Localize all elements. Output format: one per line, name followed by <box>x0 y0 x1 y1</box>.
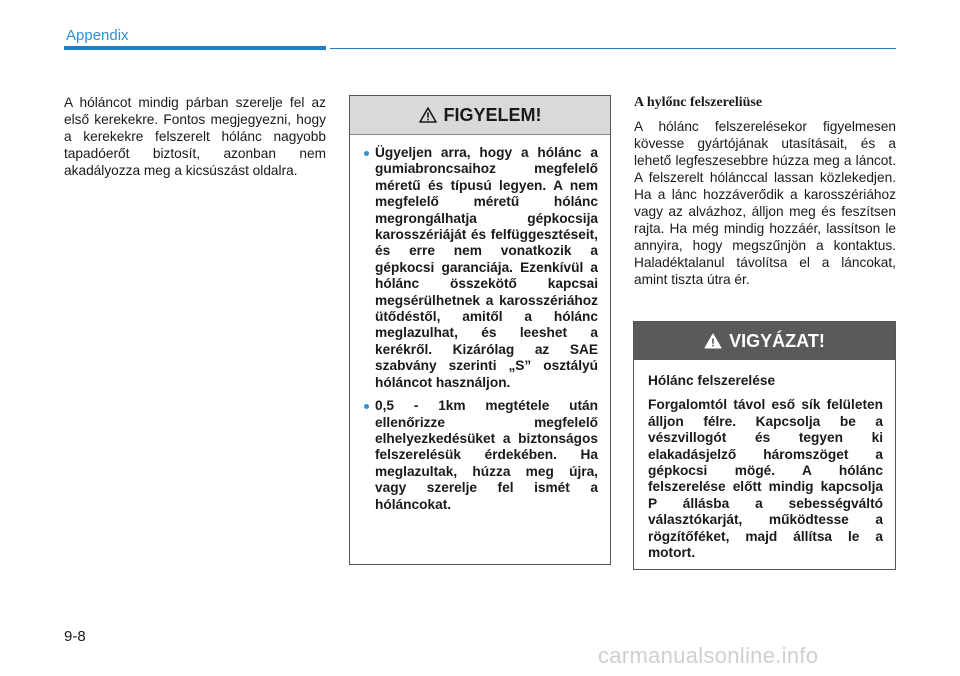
section-heading: A hylőnc felszereliüse <box>634 95 763 110</box>
warning-bullet-list <box>364 145 598 513</box>
warning-triangle-filled-icon <box>704 333 722 349</box>
page-number: 9-8 <box>64 628 86 645</box>
warning-triangle-outline-icon <box>419 107 437 123</box>
header-rule-thick <box>64 46 326 50</box>
section-title: Appendix <box>66 27 129 44</box>
warning-bullet-item: Ügyeljen arra, hogy a hólánc a gumiabroncsaihoz megfelelő méretű és típusú legyen. A nem megfelelő méretű hólánc megrongálhatja gépkocsija karosszériáját és felfüggesztéseit, és erre nem vonatkozik a gépkocsi garanciája. Ezenkívül a hólánc összekötő kapcsai megsérülhetnek a karosszériához ütődéstől, amitől a hólánc meglazulhat, és leeshet a kerékről. Kizárólag az SAE szabvány szerinti „S” osztályú hóláncot használjon. <box>364 145 598 391</box>
header-rule-thin <box>330 48 896 49</box>
left-paragraph: A hóláncot mindig párban szerelje fel az első kerekekre. Fontos megjegyezni, hogy a kerekekre felszerelt hólánc nagyobb tapadóerőt biztosít, azonban nem akadályozza meg a kicsúszást oldalra. <box>64 95 326 178</box>
caution-text: Forgalomtól távol eső sík felületen álljon félre. Kapcsolja be a vészvillogót és tegyen ki elakadásjelző háromszöget a gépkocsi mögé. A hólánc felszerelése előtt mindig kapcsolja P állásba a sebességváltó választókarját, működtesse a rögzítőféket, majd állítsa le a motort. <box>648 397 883 561</box>
right-column <box>634 94 896 288</box>
warning-box-body <box>350 135 610 513</box>
caution-box-title: VIGYÁZAT! <box>729 330 825 351</box>
warning-box-title: FIGYELEM! <box>443 104 542 125</box>
caution-box-header <box>634 322 895 360</box>
warning-box <box>349 95 611 565</box>
caution-subtitle: Hólánc felszerelése <box>648 373 776 388</box>
warning-box-header <box>350 96 610 135</box>
caution-box <box>633 321 896 570</box>
watermark: carmanualsonline.info <box>598 643 819 668</box>
right-paragraph: A hólánc felszerelésekor figyelmesen kövesse gyártójának utasításait, és a lehető legfeszesebbre húzza meg a láncot. A felszerelt hólánccal lassan közlekedjen. Ha a lánc hozzáverődik a karosszériához vagy az alvázhoz, álljon meg és feszítsen rajta. Ha még mindig hozzáér, lassítson le annyira, hogy megszűnjön a kontaktus. Haladéktalanul távolítsa el a láncokat, amint tiszta útra ér. <box>634 119 896 287</box>
warning-bullet-item: 0,5 - 1km megtétele után ellenőrizze megfelelő elhelyezkedésüket a biztonságos felszerelésük érdekében. Ha meglazultak, húzza meg újra, vagy szerelje fel ismét a hóláncokat. <box>364 398 598 513</box>
left-column <box>64 94 326 179</box>
caution-box-body <box>634 360 895 561</box>
